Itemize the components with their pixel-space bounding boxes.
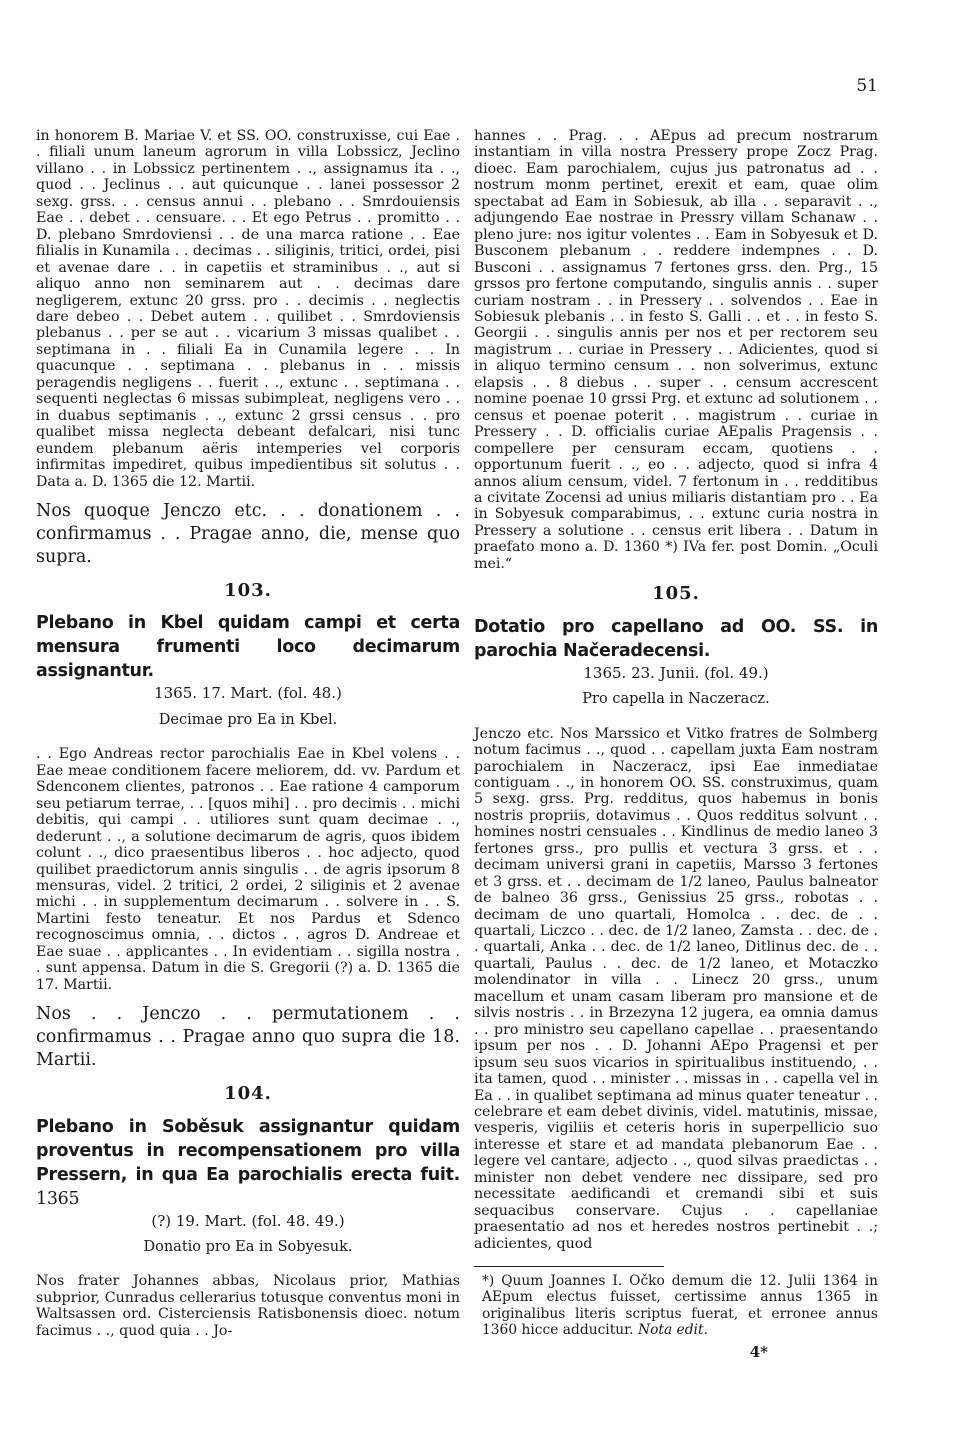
document-heading-103: Plebano in Kbel quidam campi et certa mensura frumenti loco decimarum assignantur. (36, 613, 460, 682)
document-body-104: Nos frater Johannes abbas, Nicolaus prior, Mathias subprior, Cunradus cellerarius totusque conventus moni in Waltsassen ord. Cisterciensis Ratisbonensis dioec. notum facimus . ., quod quia . . Jo- (36, 1273, 460, 1339)
document-number-103: 103. (224, 579, 272, 601)
signature-mark: 4* (749, 1342, 768, 1361)
left-paragraph-continuation: in honorem B. Mariae V. et SS. OO. construxisse, cui Eae . . filiali unum laneum agrorum in villa Lobssicz, Jeclino villano . . in Lobssicz pertinentem . ., assignamus ita . ., quod . . Jeclinus . . aut quicunque . . lanei possessor 2 sexg. grss. . . census annui . . plebano . . Smrdouiensis Eae . . debet . . censuare. . . Et ego Petrus . . promitto . . D. plebano Smrdoviensi . . de una marca ratione . . Eae filialis in Kunamila . . decimas . . siliginis, tritici, ordei, pisi et avenae dare . . in capetiis et straminibus . ., aut si aliquo anno non seminarem aut . . decimas dare negligerem, extunc 20 grss. pro . . decimis . . neglectis dare debeo . . Debet autem . . quilibet . . Smrdoviensis plebanus . . per se aut . . vicarium 3 missas qualibet . . septimana in . . filiali Ea in Cunamila legere . . In quacunque . . septimana . . plebanus in . . missis peragendis negligens . . fuerit . ., extunc . . septimana . . sequenti neglectas 6 missas subimpleat, negligens vero . . in duabus septimanis . ., extunc 2 grssi census . . pro qualibet missa neglecta debeant defalcari, nisi tunc eundem plebanum aëris intemperies vel corporis infirmitas impediret, quibus impedientibus sit solutus . . Data a. D. 1365 die 12. Martii. (36, 128, 460, 490)
page-number: 51 (856, 76, 878, 96)
confirmation-paragraph: Nos quoque Jenczo etc. . . donationem . . confirmamus . . Pragae anno, die, mense quo supra. (36, 500, 460, 567)
document-number-105: 105. (652, 583, 700, 605)
document-date-105: 1365. 23. Junii. (fol. 49.) (583, 663, 769, 682)
footnote-tag: Nota edit. (638, 1321, 708, 1338)
right-column (474, 128, 878, 1360)
footnote-text: *) Quum Joannes I. Očko demum die 12. Julii 1364 in AEpum electus fuisset, certissime annus 1365 in originalibus literis scriptus fuerat, et erronee annus 1360 hicce adducitur. (482, 1273, 878, 1338)
footnote-rule (474, 1266, 664, 1267)
document-heading-104-text: Plebano in Soběsuk assignantur quidam proventus in recompensationem pro villa Pressern, in qua Ea parochialis erecta fuit. (36, 1116, 460, 1185)
document-body-103: . . Ego Andreas rector parochialis Eae in Kbel volens . . Eae meae conditionem facere meliorem, dd. vv. Pardum et Sdenconem clientes, patronos . . Eae ratione 4 camporum seu petiarum terrae, . . [quos mihi] . . pro decimis . . michi debitis, qui campi . . utiliores sunt quam decimae . ., dederunt . ., a solutione decimarum de agris, quos ibidem colunt . ., dico praesentibus liberos . . hoc adjecto, quod quilibet praedictorum annis singulis . . de agris ipsorum 8 mensuras, videl. 2 tritici, 2 ordei, 2 siliginis et 2 avenae michi . . in supplementum decimarum . . solvere in . . S. Martini festo teneatur. Et nos Pardus et Sdenco recognoscimus omnia, . . dictos . . agros D. Andreae et Eae suae . . applicantes . . In evidentiam . . sigilla nostra . . sunt appensa. Datum in die S. Gregorii (?) a. D. 1365 die 17. Martii. (36, 746, 460, 993)
document-body-105: Jenczo etc. Nos Marssico et Vitko fratres de Solmberg notum facimus . ., quod . . capellam juxta Eam nostram parochialem in Naczeracz, ipsi Eae inmediatae contiguam . ., in honorem OO. SS. construximus, quam 5 sexg. grss. Prg. redditus, quos habemus in bonis nostris propriis, dotavimus . . Quos redditus solvunt . . homines nostri censuales . . Kindlinus de medio laneo 3 fertones grss., pro pullis et vectura 3 grss. et . . decimam universi grani in capetiis, Marsso 3 fertones et 3 grss. et . . decimam de 1/2 laneo, Paulus balneator de balneo 36 grss., Genissius 25 grss., robotas . . decimam de uno quartali, Homolca . . dec. de . . quartali, Liczco . . dec. de 1/2 laneo, Zamsta . . dec. de . . quartali, Anka . . dec. de 1/2 laneo, Ditlinus dec. de . . quartali, Paulus . . dec. de 1/2 laneo, et Motaczko molendinator in villa . . Linecz 20 grss., unum macellum et unam casam liberam pro mansione et de silvis nostris . . in Brzezyna 12 jugera, ea omnia damus . . pro ministro seu capellano capellae . . praesentando ipsum per nos . . D. Johanni AEpo Pragensi et per ipsum seu suos vicarios in spiritualibus instituendo, . . ita tamen, quod . . minister . . missas in . . capella vel in Ea . . in qualibet septimana ad minus quater teneatur . . celebrare et eam debet divinis, videl. matutinis, missae, vesperis, vigiliis et ceteris horis in superpellicio suo interesse et stare et ad mandata plebanorum Eae . . legere vel cantare, adjecto . ., quod silvas praedictas . . minister non debet vendere nec dissipare, sed pro necessitate aedificandi et cremandi sibi et suis sequacibus conservare. Cujus . . capellaniae praesentatio ad nos et heredes nostros pertinebit . .; adicientes, quod (474, 725, 878, 1252)
document-heading-105: Dotatio pro capellano ad OO. SS. in parochia Načeradecensi. (474, 616, 878, 661)
document-heading-104-year: 1365 (36, 1188, 80, 1209)
document-number-104: 104. (224, 1083, 272, 1105)
document-subtitle-103: Decimae pro Ea in Kbel. (158, 711, 338, 728)
confirmation-paragraph-103: Nos . . Jenczo . . permutationem . . confirmamus . . Pragae anno quo supra die 18. Martii. (36, 1004, 460, 1071)
document-heading-104 (36, 1115, 460, 1211)
document-subtitle-104: Donatio pro Ea in Sobyesuk. (143, 1239, 353, 1256)
document-date-104: (?) 19. Mart. (fol. 48. 49.) (151, 1211, 345, 1230)
left-column (36, 128, 460, 1339)
document-subtitle-105: Pro capella in Naczeracz. (582, 691, 770, 708)
document-date-103: 1365. 17. Mart. (fol. 48.) (154, 684, 342, 703)
footnote (474, 1273, 878, 1338)
right-paragraph-continuation: hannes . . Prag. . . AEpus ad precum nostrarum instantiam in villa nostra Pressery prope Zocz Prag. dioec. Eam parochialem, cujus jus patronatus ad . . nostrum monm pertinet, erexit et eam, quae olim spectabat ad Eam in Sobiesuk, ab illa . . separavit . ., adjungendo Eae nostrae in Pressry villam Schanaw . . pleno jure: nos igitur volentes . . Eam in Sobyesuk et D. Busconem plebanum . . reddere indempnes . . D. Busconi . . assignamus 7 fertones grss. den. Prg., 15 grssos pro fertone computando, singulis annis . . super curiam nostram . . in Pressery . . solvendos . . Eae in Sobiesuk plebanis . . in festo S. Galli . . et . . in festo S. Georgii . . singulis annis per nos et per rectorem seu magistrum . . curiae in Pressery . . Adicientes, quod si in aliquo termino censum . . non solverimus, extunc elapsis . . 8 diebus . . super . . censum accrescent nomine poenae 10 grssi Prg. et extunc ad solutionem . . census et poenae poterit . . magistrum . . curiae in Pressery . . D. officialis curiae AEpalis Pragensis . . compellere per censuram eccam, quotiens . . opportunum fuerit . ., eo . . adjecto, quod si infra 4 annos alium censum, videl. 7 fertonum in . . redditibus a civitate Zocensi ad unius miliaris distantiam pro . . Ea in Sobyesuk comparabimus, . . extunc curia nostra in Pressery a solutione . . census erit libera . . Datum in praefato mono a. D. 1360 *) IVa fer. post Domin. „Oculi mei.“ (474, 128, 878, 572)
